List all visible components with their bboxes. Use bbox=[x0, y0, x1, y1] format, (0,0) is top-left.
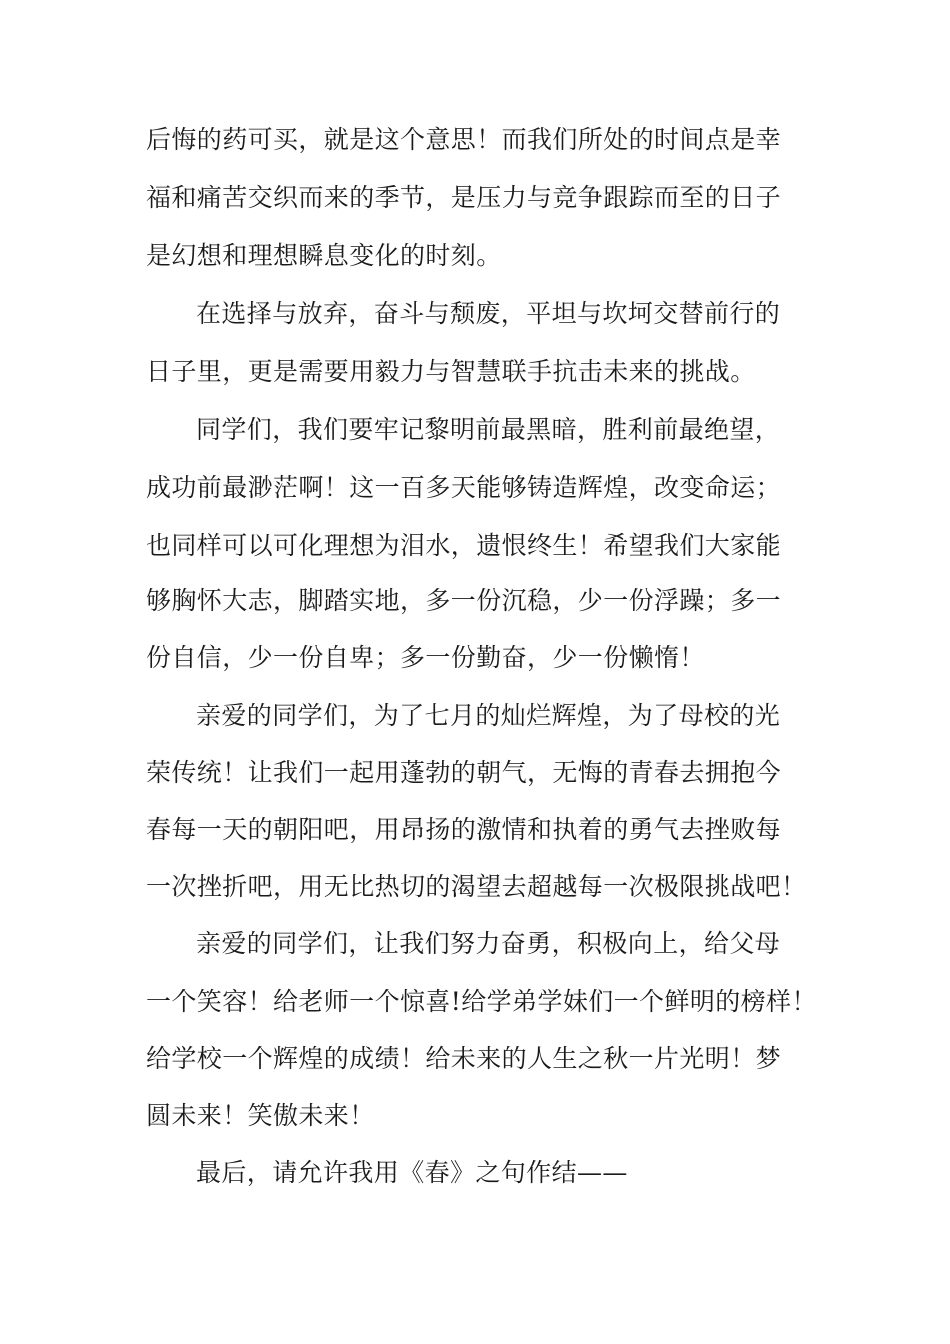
paragraph-first-line: 在选择与放弃，奋斗与颓废，平坦与坎坷交替前行的 bbox=[196, 299, 781, 328]
text-line: 够胸怀大志，脚踏实地，多一份沉稳，少一份浮躁；多一 bbox=[146, 586, 782, 615]
text-line: 后悔的药可买，就是这个意思！而我们所处的时间点是幸 bbox=[146, 125, 782, 154]
paragraph-first-line: 同学们，我们要牢记黎明前最黑暗，胜利前最绝望， bbox=[196, 415, 781, 444]
text-line: 是幻想和理想瞬息变化的时刻。 bbox=[146, 241, 502, 270]
text-line: 圆未来！笑傲未来！ bbox=[146, 1101, 375, 1130]
paragraph-first-line: 亲爱的同学们，让我们努力奋勇，积极向上，给父母 bbox=[196, 929, 781, 958]
text-line: 荣传统！让我们一起用蓬勃的朝气，无悔的青春去拥抱今 bbox=[146, 758, 782, 787]
text-line: 一次挫折吧，用无比热切的渴望去超越每一次极限挑战吧！ bbox=[146, 872, 807, 901]
text-line: 一个笑容！给老师一个惊喜!给学弟学妹们一个鲜明的榜样！ bbox=[146, 987, 817, 1016]
text-line: 份自信，少一份自卑；多一份勤奋，少一份懒惰！ bbox=[146, 643, 705, 672]
text-line: 福和痛苦交织而来的季节，是压力与竞争跟踪而至的日子 bbox=[146, 183, 782, 212]
text-line: 给学校一个辉煌的成绩！给未来的人生之秋一片光明！梦 bbox=[146, 1044, 782, 1073]
paragraph-first-line: 亲爱的同学们，为了七月的灿烂辉煌，为了母校的光 bbox=[196, 701, 781, 730]
text-line: 成功前最渺茫啊！这一百多天能够铸造辉煌，改变命运； bbox=[146, 473, 782, 502]
text-line: 日子里，更是需要用毅力与智慧联手抗击未来的挑战。 bbox=[146, 357, 756, 386]
paragraph-first-line: 最后，请允许我用《春》之句作结—— bbox=[196, 1158, 628, 1187]
text-line: 也同样可以可化理想为泪水，遗恨终生！希望我们大家能 bbox=[146, 531, 782, 560]
text-line: 春每一天的朝阳吧，用昂扬的激情和执着的勇气去挫败每 bbox=[146, 815, 782, 844]
